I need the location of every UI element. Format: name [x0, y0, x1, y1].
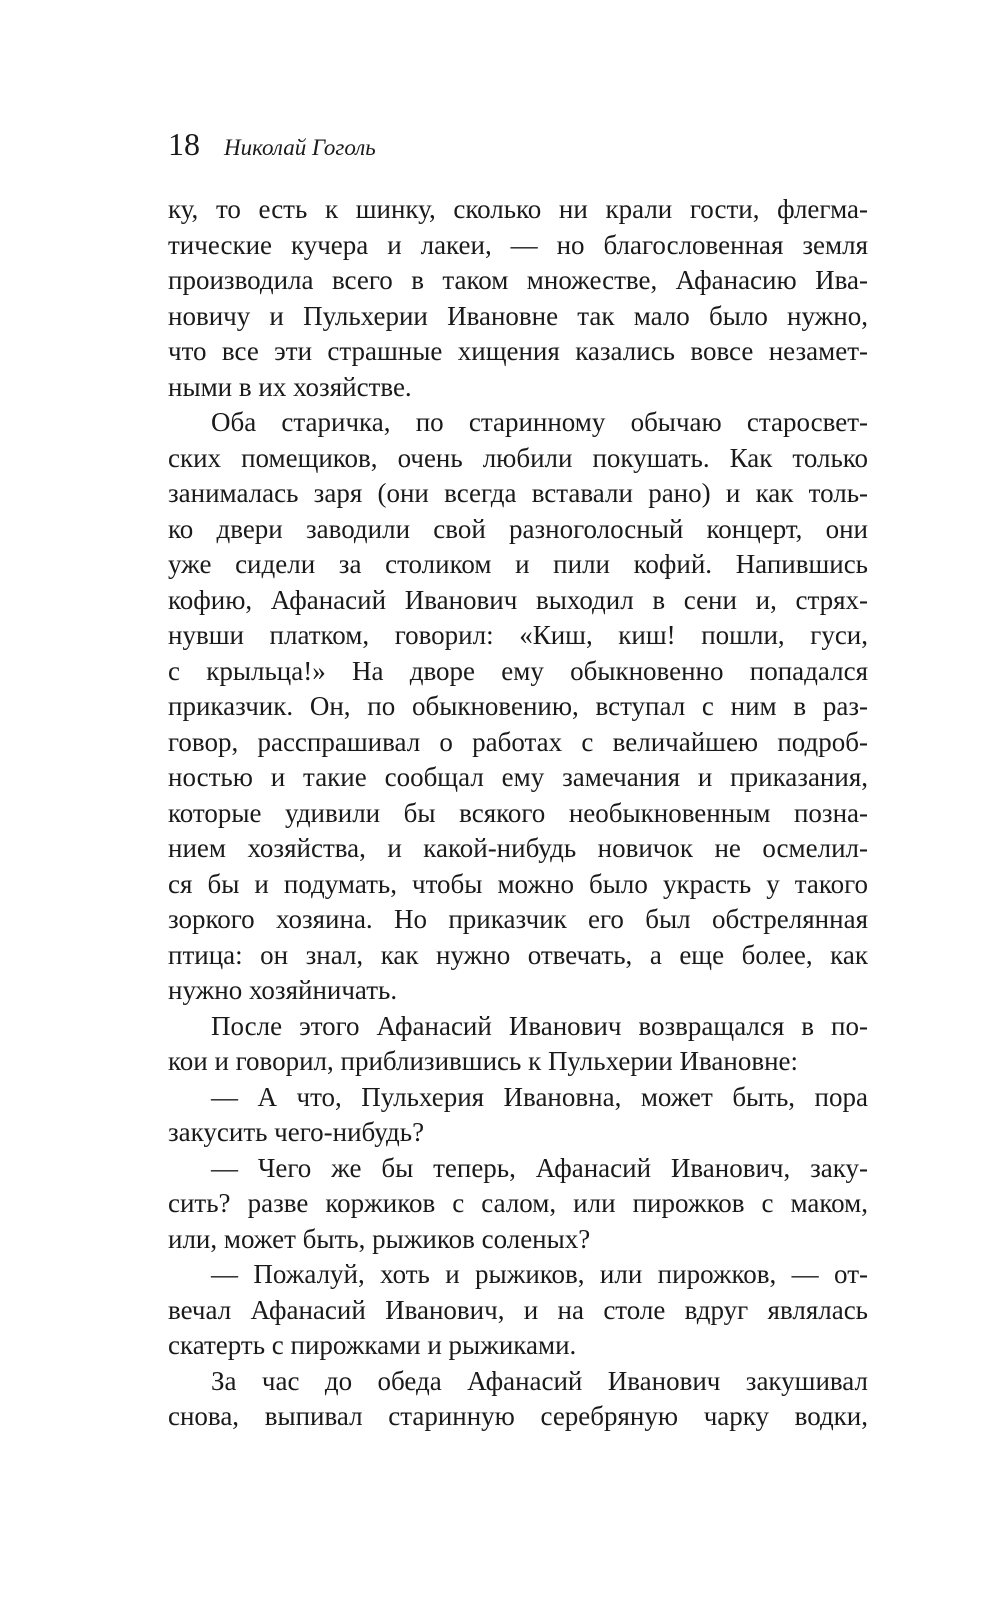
text-line: нужно хозяйничать. — [168, 975, 398, 1005]
text-line: зоркого хозяина. Но приказчик его был обстрелянная — [168, 904, 868, 934]
paragraph-first-line: После этого Афанасий Иванович возвращался в по- — [211, 1010, 868, 1041]
page-number: 18 — [168, 126, 200, 162]
text-line: или, может быть, рыжиков соленых? — [168, 1223, 591, 1254]
text-line: нувши платком, говорил: «Киш, киш! пошли, гуси, — [168, 620, 868, 650]
paragraph-first-line: За час до обеда Афанасий Иванович закушивал — [211, 1365, 868, 1396]
text-line: приказчик. Он, по обыкновению, вступал с ним в раз- — [168, 691, 868, 721]
text-line: ся бы и подумать, чтобы можно было украсть у такого — [168, 868, 868, 899]
text-line: птица: он знал, как нужно отвечать, а еще более, как — [168, 939, 868, 970]
text-line: говор, расспрашивал о работах с величайшею подроб- — [168, 726, 868, 757]
text-line: кои и говорил, приблизившись к Пульхерии Ивановне: — [168, 1046, 799, 1076]
text-line: ских помещиков, очень любили покушать. Как только — [168, 442, 868, 473]
text-body — [168, 192, 868, 1435]
text-line: ку, то есть к шинку, сколько ни крали гости, флегма- — [168, 194, 868, 224]
dialogue-first-line: — Чего же бы теперь, Афанасий Иванович, заку- — [211, 1152, 868, 1183]
dialogue-first-line: — А что, Пульхерия Ивановна, может быть, пора — [211, 1081, 868, 1112]
text-line: новичу и Пульхерии Ивановне так мало было нужно, — [168, 300, 868, 331]
text-line: уже сидели за столиком и пили кофий. Напившись — [168, 549, 868, 579]
text-line: закусить чего-нибудь? — [168, 1117, 425, 1147]
text-line: которые удивили бы всякого необыкновенным позна- — [168, 797, 868, 828]
text-line: скатерть с пирожками и рыжиками. — [168, 1330, 577, 1360]
dialogue-first-line: — Пожалуй, хоть и рыжиков, или пирожков, — от- — [211, 1259, 868, 1289]
running-head — [168, 124, 376, 164]
text-line: ко двери заводили свой разноголосный концерт, они — [168, 513, 868, 544]
text-line: сить? разве коржиков с салом, или пирожков с маком, — [168, 1188, 868, 1218]
text-line: нием хозяйства, и какой-нибудь новичок не осмелил- — [168, 833, 868, 863]
text-line: кофию, Афанасий Иванович выходил в сени и, стрях- — [168, 584, 868, 615]
text-line: производила всего в таком множестве, Афанасию Ива- — [168, 265, 868, 295]
text-line: вечал Афанасий Иванович, и на столе вдруг являлась — [168, 1294, 868, 1325]
paragraph-first-line: Оба старичка, по старинному обычаю старосвет- — [211, 407, 868, 437]
text-line: ными в их хозяйстве. — [168, 371, 412, 402]
text-line: тические кучера и лакеи, — но благословенная земля — [168, 229, 868, 260]
text-line: занималась заря (они всегда вставали рано) и как толь- — [168, 478, 868, 508]
text-line: ностью и такие сообщал ему замечания и приказания, — [168, 762, 868, 792]
text-line: с крыльца!» На дворе ему обыкновенно попадался — [168, 655, 868, 686]
text-line: что все эти страшные хищения казались вовсе незамет- — [168, 336, 868, 366]
text-line: снова, выпивал старинную серебряную чарку водки, — [168, 1401, 868, 1431]
author-name: Николай Гоголь — [224, 135, 376, 160]
